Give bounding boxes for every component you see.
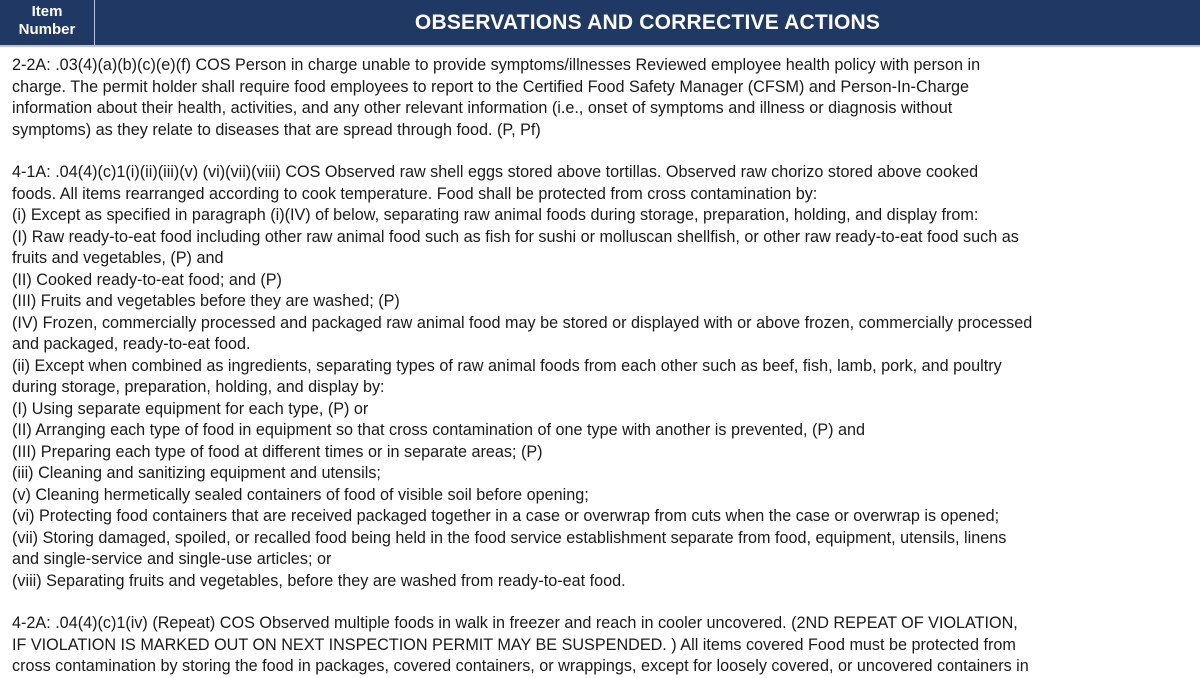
observation-text-line: information about their health, activities, and any other relevant information (i.e., onset of symptoms and illness or diagnosis without [12, 99, 953, 117]
observation-text-line: (ii) Except when combined as ingredients, separating types of raw animal foods from each other such as beef, fish, lamb, pork, and poultry [12, 356, 1002, 375]
observation-text-line: (III) Fruits and vegetables before they are washed; (P) [12, 292, 400, 310]
item-number-header-line2: Number [18, 21, 76, 38]
observation-text-line: (viii) Separating fruits and vegetables, before they are washed from ready-to-eat food. [12, 571, 626, 590]
observation-text-line: (I) Using separate equipment for each type, (P) or [12, 399, 369, 418]
observations-header: OBSERVATIONS AND CORRECTIVE ACTIONS [414, 11, 881, 34]
observation-text-line: (iii) Cleaning and sanitizing equipment and utensils; [12, 464, 381, 482]
observation-text-line: (II) Cooked ready-to-eat food; and (P) [12, 270, 282, 289]
observation-text-line: and single-service and single-use articles; or [12, 550, 332, 568]
observation-entry [12, 162, 1190, 592]
observation-text-line: during storage, preparation, holding, and display by: [12, 378, 385, 396]
observation-text-line: charge. The permit holder shall require food employees to report to the Certified Food Safety Manager (CFSM) and Person-In-Charge [12, 77, 970, 96]
observations-body [0, 47, 1200, 678]
observation-text-line: 2-2A: .03(4)(a)(b)(c)(e)(f) COS Person in charge unable to provide symptoms/illnesses Reviewed employee health policy with person in [12, 56, 981, 74]
observation-text-line: (vi) Protecting food containers that are received packaged together in a case or overwrap from cuts when the case or overwrap is opened; [12, 507, 1000, 525]
observation-text-line: 4-2A: .04(4)(c)1(iv) (Repeat) COS Observed multiple foods in walk in freezer and reach in cooler uncovered. (2ND REPEAT OF VIOLATION, [12, 614, 1018, 632]
observation-text-line: (II) Arranging each type of food in equipment so that cross contamination of one type with another is prevented, (P) and [12, 421, 866, 439]
observation-text-line: (IV) Frozen, commercially processed and packaged raw animal food may be stored or displayed with or above frozen, commercially processed [12, 313, 1033, 332]
observation-entry [12, 55, 1190, 141]
observation-text-line: 4-1A: .04(4)(c)1(i)(ii)(iii)(v) (vi)(vii)(viii) COS Observed raw shell eggs stored above tortillas. Observed raw chorizo stored above cooked [12, 163, 979, 181]
observation-text-line: foods. All items rearranged according to cook temperature. Food shall be protected from cross contamination by: [12, 184, 818, 203]
observation-text-line: (I) Raw ready-to-eat food including other raw animal food such as fish for sushi or molluscan shellfish, or other raw ready-to-eat food such as [12, 227, 1019, 246]
observation-text-line: (v) Cleaning hermetically sealed containers of food of visible soil before opening; [12, 485, 589, 504]
observation-text-line: IF VIOLATION IS MARKED OUT ON NEXT INSPECTION PERMIT MAY BE SUSPENDED. ) All items covered Food must be protected from [12, 635, 1016, 654]
observation-text-line: (vii) Storing damaged, spoiled, or recalled food being held in the food service establishment separate from food, equipment, utensils, linens [12, 528, 1007, 547]
observation-text-line: and packaged, ready-to-eat food. [12, 335, 251, 353]
observation-entry [12, 613, 1190, 678]
observation-text-line: (i) Except as specified in paragraph (i)(IV) of below, separating raw animal foods during storage, preparation, holding, and display from: [12, 206, 979, 224]
item-number-header [0, 0, 95, 45]
item-number-header-line1: Item [31, 3, 63, 20]
observation-text-line: symptoms) as they relate to diseases that are spread through food. (P, Pf) [12, 120, 541, 139]
observation-text-line: cross contamination by storing the food in packages, covered containers, or wrappings, except for loosely covered, or uncovered containers in [12, 657, 1029, 675]
observation-text-line: (III) Preparing each type of food at different times or in separate areas; (P) [12, 442, 543, 461]
table-header [0, 0, 1200, 47]
observation-text-line: fruits and vegetables, (P) and [12, 249, 224, 267]
